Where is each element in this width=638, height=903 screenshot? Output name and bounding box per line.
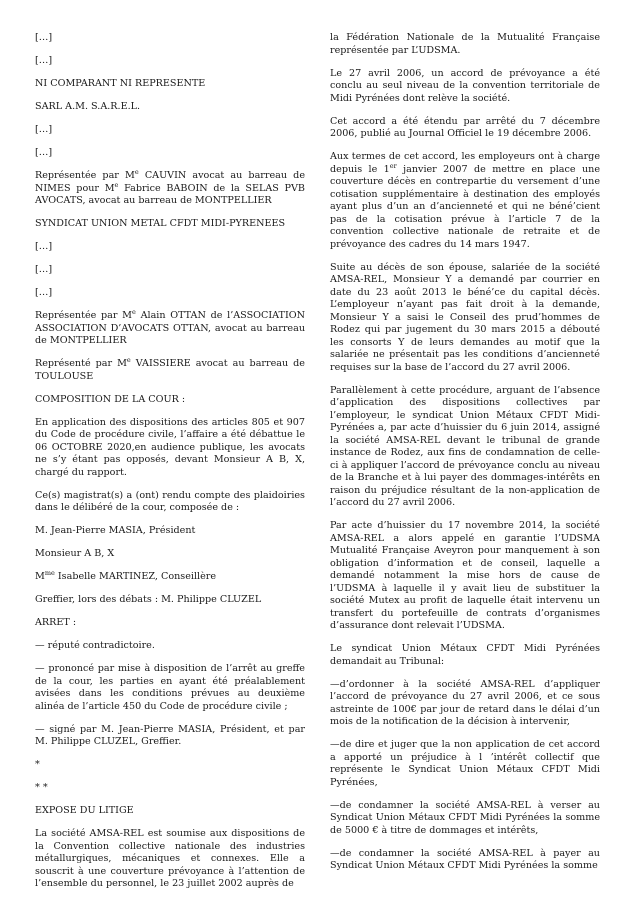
left-column-paragraph: — prononcé par mise à disposition de l’arrêt au greffe de la cour, les parties en ayant été préalablement avisées dans les conditions prévues au deuxième alinéa de l’article 450 du Code de procédure civile ;: [35, 663, 305, 712]
text-run: Représentée par M: [35, 310, 132, 321]
superscript: e: [132, 308, 136, 316]
text-run: Alain OTTAN de l’ASSOCIATION ASSOCIATION D’AVOCATS OTTAN, avocat au barreau de MONTPELLIER: [35, 310, 305, 346]
left-column-paragraph: […]: [35, 147, 53, 158]
right-column-paragraph: Le syndicat Union Métaux CFDT Midi Pyrénées demandait au Tribunal:: [330, 643, 600, 667]
left-column-paragraph: — signé par M. Jean-Pierre MASIA, Président, et par M. Philippe CLUZEL, Greffier.: [35, 723, 305, 747]
left-column-paragraph: Monsieur A B, X: [35, 548, 115, 559]
right-column-paragraph: Le 27 avril 2006, un accord de prévoyance a été conclu au seul niveau de la convention territoriale de Midi Pyrénées dont relève la société.: [330, 67, 600, 104]
left-column-paragraph: NI COMPARANT NI REPRESENTE: [35, 78, 206, 89]
text-run: Représenté par M: [35, 358, 127, 369]
left-column-paragraph: En application des dispositions des articles 805 et 907 du Code de procédure civile, l’affaire a été débattue le 06 OCTOBRE 2020,en audience publique, les avocats ne s’y étant pas opposés, devant Monsieur A B, X, chargé du rapport.: [35, 416, 305, 478]
right-column-paragraph: —de dire et juger que la non application de cet accord a apporté un préjudice à l ’intérêt collectif que représente le Syndicat Union Métaux CFDT Midi Pyrénées,: [330, 739, 600, 788]
right-column-paragraph: Suite au décès de son épouse, salariée de la société AMSA-REL, Monsieur Y a demandé par courrier en date du 23 août 2013 le béné’ce du capital décès. L’employeur n’ayant pas fait droit à la demande, Monsieur Y a saisi le Conseil des prud’hommes de Rodez qui par jugement du 30 mars 2015 a débouté les consorts Y de leurs demandes au motif que la salariée ne présentait pas les conditions d’ancienneté requises sur la base de l’accord du 27 avril 2006.: [330, 261, 600, 373]
right-column-paragraph: Parallèlement à cette procédure, arguant de l’absence d’application des dispositions collectives par l’employeur, le syndicat Union Métaux CFDT Midi-Pyrénées a, par acte d’huissier du 6 juin 2014, assigné la société AMSA-REL devant le tribunal de grande instance de Rodez, aux fins de condamnation de celle-ci à appliquer l’accord de prévoyance conclu au niveau de la Branche et à lui payer des dommages-intérêts en raison du préjudice résultant de la non-application de l’accord du 27 avril 2006.: [330, 384, 600, 508]
text-run: Aux termes de cet accord, les employeurs ont à charge depuis le 1: [330, 151, 600, 175]
text-run: CAUVIN avocat au barreau de NIMES pour M: [35, 170, 305, 194]
left-column-paragraph: […]: [35, 241, 53, 252]
right-column-paragraph: la Fédération Nationale de la Mutualité Française représentée par L’UDSMA.: [330, 32, 600, 56]
left-column-paragraph: SARL A.M. S.A.R.E.L.: [35, 101, 141, 112]
right-column-paragraph: —de condamner la société AMSA-REL à verser au Syndicat Union Métaux CFDT Midi Pyrénées la somme de 5000 € à titre de dommages et intérêts,: [330, 799, 600, 836]
left-column-paragraph: [35, 571, 305, 584]
left-column-paragraph: COMPOSITION DE LA COUR :: [35, 393, 186, 405]
right-column: [330, 32, 600, 883]
right-column-paragraph: —de condamner la société AMSA-REL à payer au Syndicat Union Métaux CFDT Midi Pyrénées la somme: [330, 847, 600, 871]
text-run: Isabelle MARTINEZ, Conseillère: [54, 571, 217, 582]
text-run: Fabrice BABOIN de la SELAS PVB AVOCATS, avocat au barreau de MONTPELLIER: [35, 182, 305, 206]
right-column-paragraph: [330, 151, 600, 251]
text-run: janvier 2007 de mettre en place une couverture décès en contrepartie du versement d’une cotisation supplémentaire à destination des employés ayant plus d’un an d’ancienneté et qui ne béné’cient pas de la cotisation prévue à l’article 7 de la convention collective nationale de retraite et de prévoyance des cadres du 14 mars 1947.: [330, 163, 600, 250]
left-column-paragraph: [35, 358, 305, 383]
left-column-paragraph: M. Jean-Pierre MASIA, Président: [35, 525, 196, 536]
text-run: Représentée par M: [35, 170, 135, 181]
right-column-paragraph: Cet accord a été étendu par arrêté du 7 décembre 2006, publié au Journal Officiel le 19 décembre 2006.: [330, 115, 600, 139]
text-run: M: [35, 571, 45, 582]
left-column-paragraph: *: [35, 759, 40, 770]
left-column-paragraph: * *: [35, 782, 48, 793]
superscript: me: [44, 569, 55, 577]
left-column-paragraph: Ce(s) magistrat(s) a (ont) rendu compte des plaidoiries dans le délibéré de la cour, composée de :: [35, 489, 305, 513]
left-column-paragraph: […]: [35, 55, 53, 66]
right-column-paragraph: Par acte d’huissier du 17 novembre 2014, la société AMSA-REL a alors appelé en garantie l’UDSMA Mutualité Française Aveyron pour manquement à son obligation d’information et de conseil, laquelle a demandé notamment la mise hors de cause de l’UDSMA à laquelle il y avait lieu de substituer la société Mutex au profit de laquelle était intervenu un transfert du portefeuille de contrats d’organismes d’assurance dont relevait l’UDSMA.: [330, 520, 600, 631]
superscript: er: [389, 161, 397, 170]
left-column-paragraph: […]: [35, 32, 53, 43]
left-column: [35, 32, 305, 901]
superscript: e: [114, 180, 119, 189]
left-column-paragraph: SYNDICAT UNION METAL CFDT MIDI-PYRENEES: [35, 218, 286, 229]
superscript: e: [126, 356, 131, 364]
left-column-paragraph: Greffier, lors des débats : M. Philippe CLUZEL: [35, 594, 262, 605]
left-column-paragraph: […]: [35, 124, 53, 135]
left-column-paragraph: […]: [35, 287, 53, 298]
left-column-paragraph: [35, 170, 305, 208]
text-run: VAISSIERE avocat au barreau de TOULOUSE: [35, 358, 305, 382]
left-column-paragraph: — réputé contradictoire.: [35, 640, 155, 651]
left-column-paragraph: […]: [35, 264, 53, 275]
right-column-paragraph: —d’ordonner à la société AMSA-REL d’appliquer l’accord de prévoyance du 27 avril 2006, et ce sous astreinte de 100€ par jour de retard dans le délai d’un mois de la notification de la décision à intervenir,: [330, 678, 600, 727]
left-column-paragraph: La société AMSA-REL est soumise aux dispositions de la Convention collective nationale des industries métallurgiques, mécaniques et connexes. Elle a souscrit à une couverture prévoyance à l’attention de l’ensemble du personnel, le 23 juillet 2002 auprès de: [35, 828, 305, 889]
left-column-paragraph: ARRET :: [35, 617, 77, 628]
left-column-paragraph: EXPOSE DU LITIGE: [35, 805, 134, 816]
superscript: e: [134, 168, 139, 176]
left-column-paragraph: [35, 310, 305, 348]
